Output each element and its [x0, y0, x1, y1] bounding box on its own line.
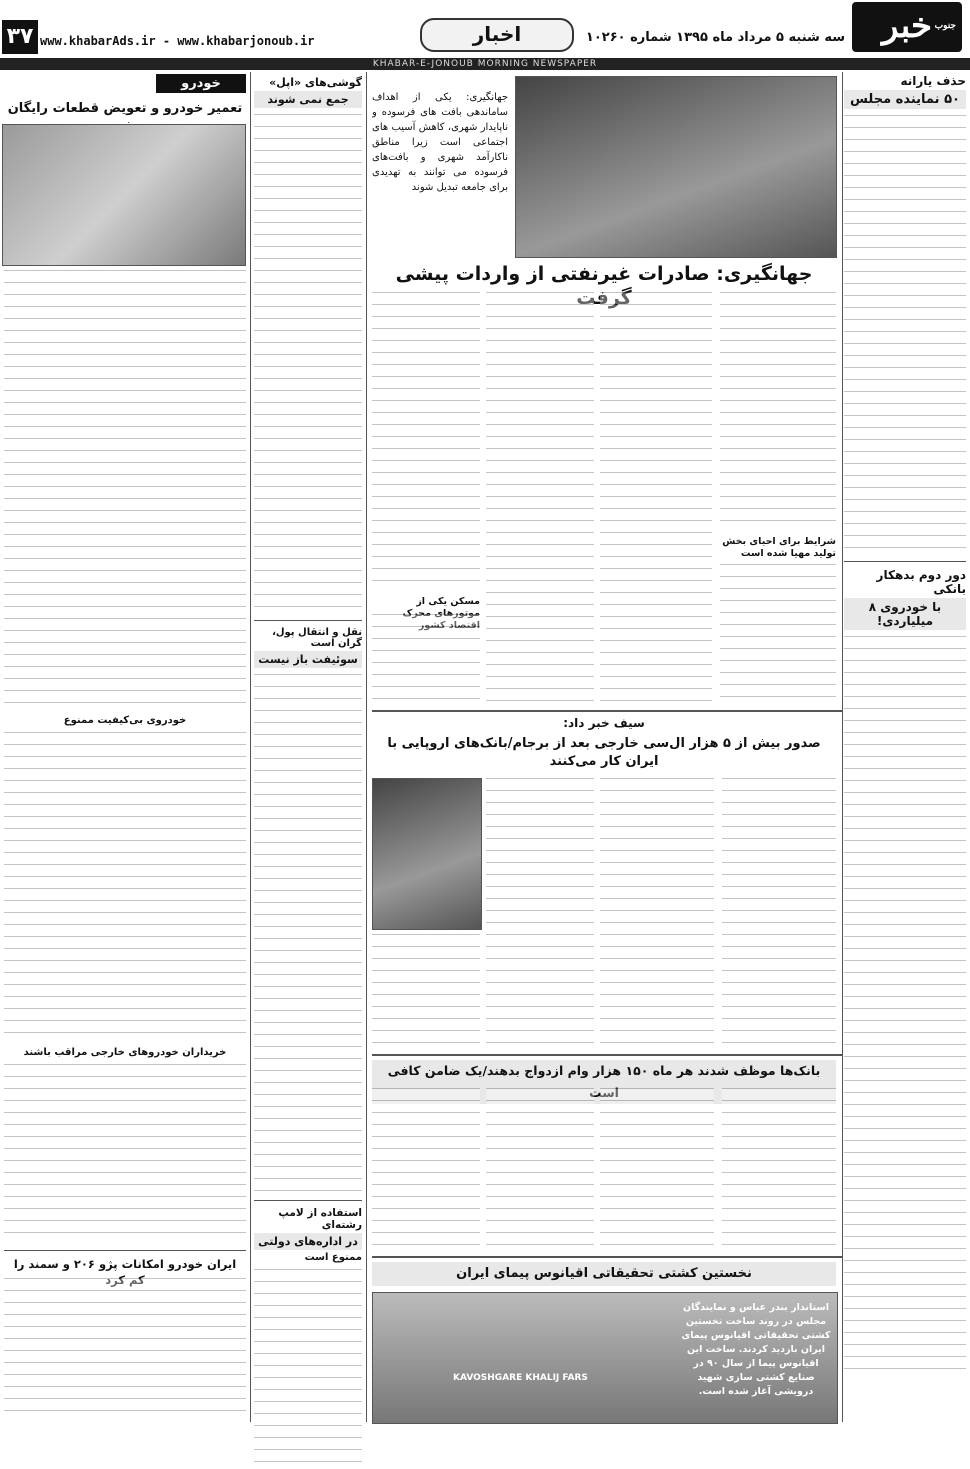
lead-body-col1: [720, 292, 836, 532]
page-number: ۳۷: [2, 20, 38, 54]
debtor-body: [844, 636, 966, 1376]
masthead: [0, 0, 970, 60]
ship-headline: نخستین کشتی تحقیقاتی اقیانوس پیمای ایران: [372, 1262, 836, 1286]
ship-photo: [372, 1292, 838, 1424]
seif-body-col4: [372, 934, 480, 1048]
auto-headline2: ایران خودرو امکانات پژو ۲۰۶ و سمند را کم کرد: [13, 1257, 237, 1287]
lamp-subtitle: در اداره‌های دولتی: [254, 1233, 362, 1250]
lead-subhead2: مسکن یکی از موتورهای محرک اقتصاد کشور: [402, 596, 480, 631]
lead-headline: جهانگیری: صادرات غیرنفتی از واردات پیشی گرفت: [395, 263, 813, 309]
swift-body: [254, 674, 362, 1194]
auto-body-1: [4, 270, 246, 710]
lead-body-col2: [600, 292, 712, 704]
ship-photo-text: استاندار بندر عباس و نمایندگان مجلس در روند ساخت نخستین کشتی تحقیقاتی اقیانوس پیمای ایران بازدید کردند. ساخت این اقیانوس پیما از سال ۹۰ در صنایع کشتی سازی شهید درویشی آغاز شده است.: [681, 1302, 831, 1397]
lead-body-col1b: [720, 564, 836, 704]
newspaper-logo: جنوب خبر: [852, 2, 962, 52]
seif-kicker: سیف خبر داد:: [563, 716, 645, 730]
apple-kicker: گوشی‌های «اپل»: [269, 76, 362, 89]
yaraneh-title: حذف یارانه: [900, 74, 966, 88]
auto-body-4: [4, 1278, 246, 1418]
lamp-subtitle-2: ممنوع است: [304, 1252, 362, 1263]
loan-body-col1: [722, 1088, 836, 1248]
seif-photo: [372, 778, 482, 930]
seif-body-col2: [600, 778, 714, 1048]
lamp-body: [254, 1269, 362, 1469]
debtor-title: دور دوم بدهکار بانکی: [876, 568, 966, 596]
seif-headline: صدور بیش از ۵ هزار ال‌سی خارجی بعد از برجام/بانک‌های اروپایی با ایران کار می‌کنند: [387, 736, 821, 769]
seif-body-col1: [722, 778, 836, 1048]
yaraneh-body: [844, 115, 966, 555]
section-title: اخبار: [420, 18, 574, 52]
lamp-title: استفاده از لامپ رشته‌ای: [278, 1207, 362, 1231]
loan-headline: بانک‌ها موظف شدند هر ماه ۱۵۰ هزار وام ازدواج بدهند/یک ضامن کافی است: [372, 1060, 836, 1104]
right-column: [844, 72, 966, 1422]
auto-section-label: خودرو: [156, 74, 246, 93]
auto-body-2: [4, 732, 246, 1042]
apple-title: جمع نمی شوند: [254, 91, 362, 108]
yaraneh-subtitle: ۵۰ نماینده مجلس: [844, 90, 966, 109]
website-urls: www.khabarAds.ir - www.khabarjonoub.ir: [40, 34, 315, 48]
jahangiri-photo: [515, 76, 837, 258]
swift-title: نقل و انتقال پول، گران است: [272, 627, 362, 649]
loan-body-col2: [600, 1088, 714, 1248]
loan-body-col4: [372, 1088, 480, 1248]
logo-small-text: جنوب: [934, 21, 956, 31]
swift-subtitle: سوئیفت باز نیست: [254, 651, 362, 668]
auto-subhead2: خریداران خودروهای خارجی مراقب باشند: [23, 1047, 227, 1058]
middle-column: [254, 72, 362, 1422]
masthead-tagline: KHABAR-E-JONOUB MORNING NEWSPAPER: [0, 58, 970, 70]
lead-body-col4b: [372, 614, 480, 704]
lead-body-col4a: [372, 292, 480, 592]
auto-subhead1: خودروی بی‌کیفیت ممنوع: [63, 715, 187, 726]
loan-body-col3: [486, 1088, 594, 1248]
lead-caption: جهانگیری: یکی از اهداف ساماندهی بافت های فرسوده و ناپایدار شهری، کاهش آسیب های اجتماعی است زیرا مناطق ناکارآمد شهری و بافت‌های فرسوده می توانند به تهدیدی برای جامعه تبدیل شوند: [372, 92, 508, 193]
lead-subhead1: شرایط برای احیای بخش تولید مهیا شده است: [722, 536, 836, 559]
apple-body: [254, 114, 362, 614]
lead-body-col3: [486, 292, 594, 704]
seif-body-col3: [486, 778, 594, 1048]
auto-body-3: [4, 1064, 246, 1244]
debtor-subtitle: با خودروی ۸ میلیاردی!: [844, 598, 966, 630]
ship-name: KAVOSHGARE KHALIJ FARS: [453, 1373, 588, 1383]
auto-repair-photo: [2, 124, 246, 266]
date-line: سه شنبه ۵ مرداد ماه ۱۳۹۵ شماره ۱۰۲۶۰: [585, 30, 845, 45]
auto-section: [4, 72, 246, 1422]
auto-headline: تعمیر خودرو و تعویض قطعات رایگان: [7, 101, 243, 116]
